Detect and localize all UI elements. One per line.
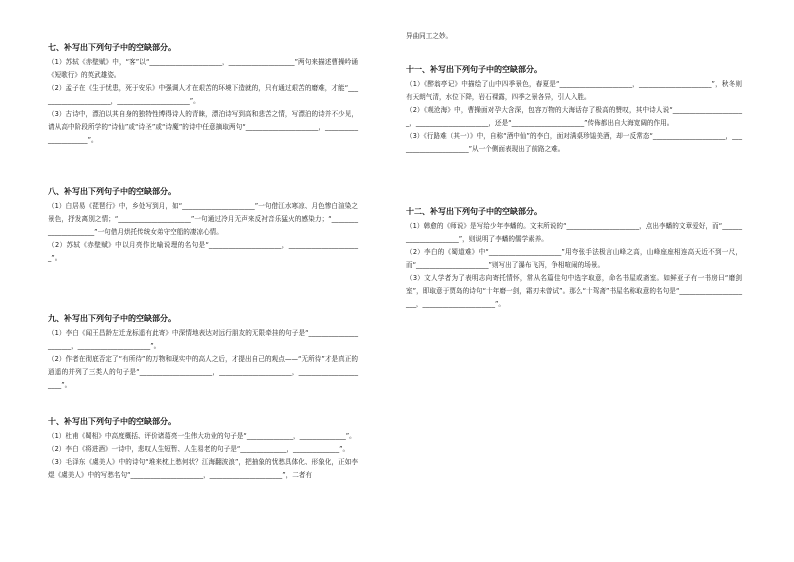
question-11-1: （1）《醉翁亭记》中描绘了山中四季景色，春夏是“______________________，______________________”，秋冬则有天朗气清，水位下降，岩石裸露，四季之景各异，引人入胜。	[406, 80, 742, 101]
section-12-title: 十二、补写出下列句子中的空缺部分。	[406, 207, 542, 216]
question-11-2: （2）《观沧海》中，曹操面对孕大含深，包容万物的大海话存了极高的赞叹，其中诗人说“______________________，______________________，还是“______________________”传佈都出自大海宽阔的作用。	[406, 106, 742, 127]
question-9-1: （1）李白《闻王昌龄左迁龙标遥有此寄》中深情地表达对远行朋友的无限牵挂的句子是“______________________，______________________”。	[48, 329, 358, 350]
section-9-title: 九、补写出下列句子中的空缺部分。	[48, 314, 176, 323]
question-10-3: （3）毛泽东《虞美人》中的诗句“堆来枕上愁何状？江海翻波浪”，把抽象的忧愁具体化、形象化，正如李煜《虞美人》中的写愁名句“______________________，______________________”，二者有	[48, 458, 358, 479]
question-7-1: （1）苏轼《赤壁赋》中，“客”以“______________________，____________________”两句来描述曹操吟诵《短歌行》的英武雄姿。	[48, 58, 358, 79]
question-12-2: （2）李白的《蜀道难》中“______________________”用夸张手法极言山峰之高，山峰座座相连高天近不到一尺，而“______________________”则写出了瀑布飞泻，争相喧闹的场景。	[406, 248, 742, 269]
question-12-3: （3）文人学者为了表明志向寄托情怀，常从名篇佳句中选字取意，命名书屋或斋室。如鲜亚子有一书房曰“磨剑室”，即取意于贾岛的诗句“十年磨一剑，霜刃未曾试”。那么“十驾斋”书屋名称取意的名句是“______________________，______________________”。	[406, 274, 742, 308]
section-9	[48, 313, 358, 392]
section-11	[406, 64, 742, 156]
question-12-1: （1）韩愈的《师说》是写给少年李蟠的。文末所说的“______________________，点出李蟠的文章爱好，而“______________________”，则说明了李蟠的儒学素养。	[406, 222, 742, 243]
section-8-title: 八、补写出下列句子中的空缺部分。	[48, 187, 176, 196]
question-7-3: （3）古诗中，漂泊以其自身的独特性博得诗人的青睐，漂泊诗写到高和悲苦之情，写漂泊的诗并不少见，请从高中阶段所学的“诗仙”或“诗圣”或“诗魔”的诗中任意摘取两句“______________________，______________________”。	[48, 110, 358, 144]
section-7-title: 七、补写出下列句子中的空缺部分。	[48, 43, 176, 52]
section-12	[406, 206, 742, 311]
section-10-title: 十、补写出下列句子中的空缺部分。	[48, 417, 176, 426]
question-10-1: （1）杜甫《蜀相》中高度概括、评价诸葛亮一生伟大功业的句子是“______________，______________”。	[48, 432, 356, 440]
section-8	[48, 186, 358, 265]
question-9-2: （2）作者在彻底否定了“有所待”的万物和现实中的高人之后，才提出自己的观点——“无所待”才是真正的逍遥的并列了三类人的句子是“______________________，______________________，______________________”。	[48, 355, 358, 389]
question-8-1: （1）白居易《琵琶行》中，乡处写到月，如“______________________”一句借江水寒凉、月色惨白渲染之景色，抒发离别之情；“______________________”一句通过冷月无声来反衬音乐猛火的感染力；“______________________”一句借月烘托传统女弟守空船的凄凉心情。	[48, 202, 358, 236]
question-11-3: （3）《行路难（其一）》中，自称“酒中仙”的李白，面对满桌珍馐美酒，却一反常态“______________________，______________________”从一个侧面表现出了前路之难。	[406, 132, 742, 153]
question-8-2: （2）苏轼《赤壁赋》中以月亮作比喻说理的名句是“______________________，______________________”。	[48, 241, 358, 262]
continuation-text: 异曲同工之妙。	[406, 32, 453, 40]
question-10-2: （2）李白《将进酒》一诗中，悲叹人生短暂、人生易老的句子是“______________，______________”。	[48, 445, 350, 453]
section-10	[48, 416, 358, 482]
section-11-title: 十一、补写出下列句子中的空缺部分。	[406, 65, 542, 74]
question-7-2: （2）孟子在《生于忧患，死于安乐》中强调人才在艰苦的环境下造就的，只有通过艰苦的磨难，才能“______________________，______________________”。	[48, 84, 358, 105]
section-7	[48, 42, 358, 147]
